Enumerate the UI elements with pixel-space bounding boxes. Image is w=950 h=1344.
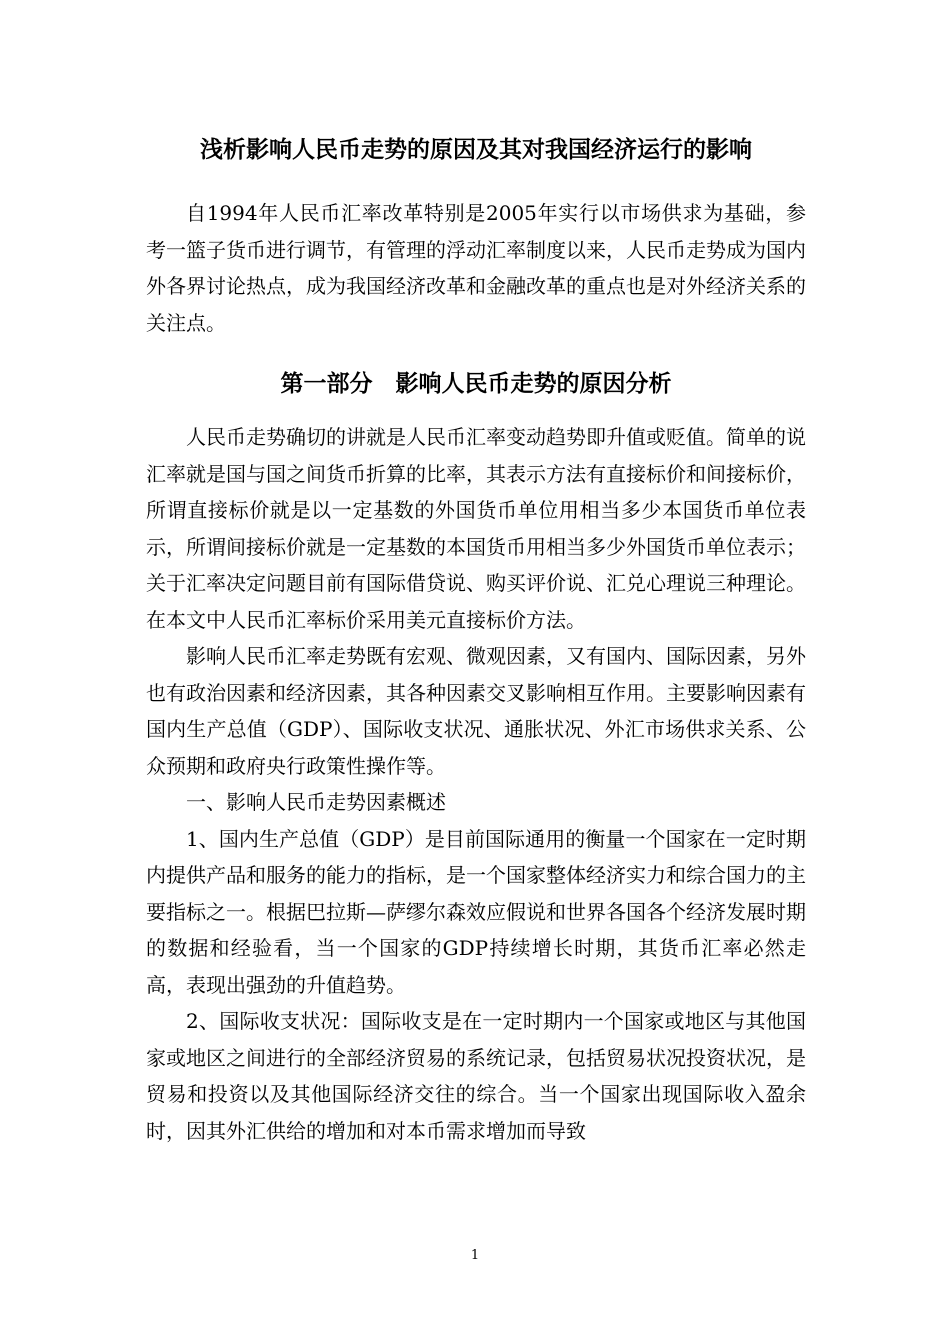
body-paragraph: 人民币走势确切的讲就是人民币汇率变动趋势即升值或贬值。简单的说汇率就是国与国之间货币折算的比率，其表示方法有直接标价和间接标价，所谓直接标价就是以一定基数的外国货币单位用相当多少本国货币单位表示，所谓间接标价就是一定基数的本国货币用相当多少外国货币单位表示；关于汇率决定问题目前有国际借贷说、购买评价说、汇兑心理说三种理论。在本文中人民币汇率标价采用美元直接标价方法。 <box>146 425 806 632</box>
intro-paragraph: 自1994年人民币汇率改革特别是2005年实行以市场供求为基础，参考一篮子货币进行调节，有管理的浮动汇率制度以来，人民币走势成为国内外各界讨论热点，成为我国经济改革和金融改革的重点也是对外经济关系的关注点。 <box>146 201 806 335</box>
intro-block <box>146 195 806 341</box>
body-paragraph: 2、国际收支状况：国际收支是在一定时期内一个国家或地区与其他国家或地区之间进行的全部经济贸易的系统记录，包括贸易状况投资状况，是贸易和投资以及其他国际经济交往的综合。当一个国家出现国际收入盈余时，因其外汇供给的增加和对本币需求增加而导致 <box>146 1009 806 1143</box>
body-paragraph: 影响人民币汇率走势既有宏观、微观因素，又有国内、国际因素，另外也有政治因素和经济因素，其各种因素交叉影响相互作用。主要影响因素有国内生产总值（GDP）、国际收支状况、通胀状况、外汇市场供求关系、公众预期和政府央行政策性操作等。 <box>146 644 806 778</box>
subsection-heading: 一、影响人民币走势因素概述 <box>186 790 446 814</box>
document-title: 浅析影响人民币走势的原因及其对我国经济运行的影响 <box>200 136 752 163</box>
page-number: 1 <box>470 1248 480 1263</box>
section-body <box>146 419 806 1149</box>
body-paragraph: 1、国内生产总值（GDP）是目前国际通用的衡量一个国家在一定时期内提供产品和服务的能力的指标，是一个国家整体经济实力和综合国力的主要指标之一。根据巴拉斯—萨缪尔森效应假说和世界各国各个经济发展时期的数据和经验看，当一个国家的GDP持续增长时期，其货币汇率必然走高，表现出强劲的升值趋势。 <box>146 826 806 997</box>
section-title: 第一部分 影响人民币走势的原因分析 <box>280 370 672 397</box>
